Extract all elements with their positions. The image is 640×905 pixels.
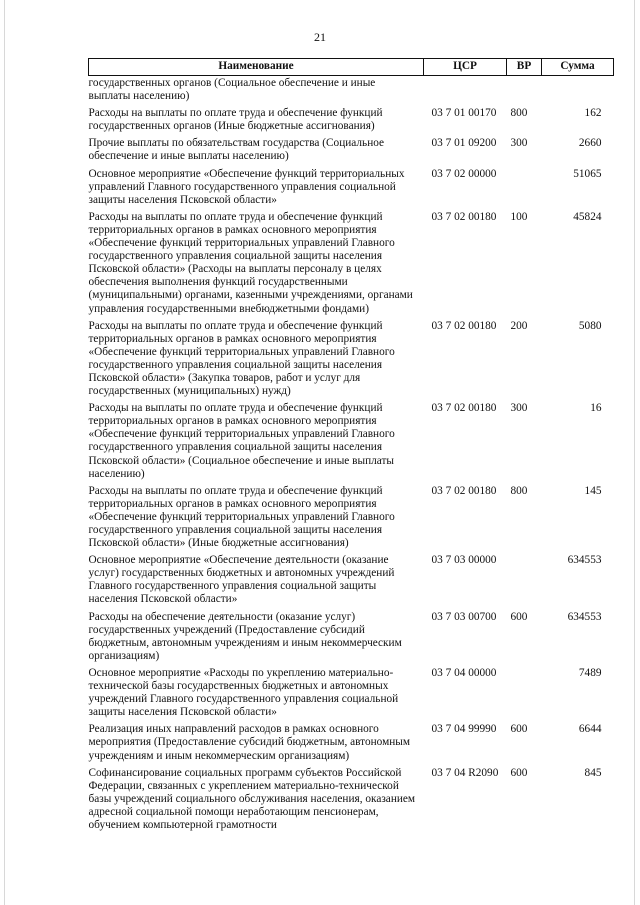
cell-csr: 03 7 01 00170 (431, 107, 497, 120)
table-row (89, 720, 614, 763)
table-row (89, 664, 614, 720)
table-header (89, 59, 614, 76)
budget-table-container (88, 58, 613, 833)
scan-edge-right (634, 0, 635, 905)
cell-csr: 03 7 03 00000 (431, 554, 497, 567)
cell-sum: 2660 (578, 137, 602, 150)
cell-csr: 03 7 02 00000 (431, 167, 497, 180)
table-row (89, 482, 614, 551)
cell-name: Прочие выплаты по обязательствам государства (Социальное обеспечение и иные выплаты населению) (88, 137, 385, 163)
cell-sum: 16 (590, 402, 602, 415)
cell-name: Расходы на выплаты по оплате труда и обеспечение функций территориальных органов в рамках основного мероприятия «Обеспечение функций территориальных управлений Главного государственного управления социальной защиты населения Псковской области» (Закупка товаров, работ и услуг для государственных (муниципальных) нужд) (88, 319, 395, 398)
header-name: Наименование (89, 59, 424, 76)
header-vr: ВР (507, 59, 542, 76)
cell-sum: 634553 (567, 610, 602, 623)
cell-name: Софинансирование социальных программ субъектов Российской Федерации, связанных с укреплением материально-технической базы учреждений социального обслуживания населения, оказанием адресной социальной помощи неработающим пенсионерам, обучением компьютерной грамотности (88, 766, 416, 831)
cell-vr: 800 (510, 484, 528, 497)
cell-vr: 300 (510, 402, 528, 415)
cell-vr: 600 (510, 766, 528, 779)
cell-csr: 03 7 01 09200 (431, 137, 497, 150)
cell-name: Расходы на выплаты по оплате труда и обеспечение функций территориальных органов в рамках основного мероприятия «Обеспечение функций территориальных управлений Главного государственного управления социальной защиты населения Псковской области» (Иные бюджетные ассигнования) (88, 484, 395, 550)
scan-edge-left (4, 0, 5, 905)
cell-sum (542, 76, 614, 105)
cell-name: Основное мероприятие «Обеспечение функций территориальных управлений Главного государственного управления социальной защиты населения Псковской области» (88, 167, 405, 206)
cell-vr (507, 551, 542, 607)
cell-sum: 145 (584, 484, 602, 497)
cell-vr: 800 (510, 107, 528, 120)
cell-name: Расходы на обеспечение деятельности (оказание услуг) государственных учреждений (Предоставление субсидий бюджетным, автономным учреждениям и иным некоммерческим организациям) (88, 610, 402, 662)
cell-sum: 51065 (573, 167, 602, 180)
cell-sum: 45824 (573, 210, 602, 223)
table-row (89, 764, 614, 833)
cell-name: государственных органов (Социальное обеспечение и иные выплаты населению) (88, 77, 376, 103)
table-row (89, 165, 614, 208)
cell-name: Расходы на выплаты по оплате труда и обеспечение функций территориальных органов в рамках основного мероприятия «Обеспечение функций территориальных управлений Главного государственного управления социальной защиты населения Псковской области» (Социальное обеспечение и иные выплаты населению) (88, 402, 395, 480)
cell-name: Реализация иных направлений расходов в рамках основного мероприятия (Предоставление субсидий бюджетным, автономным учреждениям и иным некоммерческим организациям) (88, 723, 411, 762)
table-row (89, 399, 614, 482)
cell-vr: 600 (510, 610, 528, 623)
cell-csr: 03 7 04 00000 (431, 666, 497, 679)
header-csr: ЦСР (424, 59, 507, 76)
cell-csr: 03 7 02 00180 (431, 319, 497, 332)
table-row (89, 317, 614, 400)
cell-csr: 03 7 04 R2090 (431, 766, 499, 779)
header-sum: Сумма (542, 59, 614, 76)
page-number: 21 (314, 30, 326, 44)
table-body (89, 76, 614, 834)
table-row (89, 608, 614, 664)
cell-vr (507, 165, 542, 208)
cell-sum: 162 (584, 107, 602, 120)
cell-name: Основное мероприятие «Обеспечение деятельности (оказание услуг) государственных бюджетных и автономных учреждений Главного государственного управления социальной защиты населения Псковской области» (88, 554, 395, 606)
cell-vr: 600 (510, 723, 528, 736)
cell-csr (424, 76, 507, 105)
cell-vr: 200 (510, 319, 528, 332)
cell-vr: 300 (510, 137, 528, 150)
cell-sum: 7489 (578, 666, 602, 679)
cell-name: Расходы на выплаты по оплате труда и обеспечение функций территориальных органов в рамках основного мероприятия «Обеспечение функций территориальных управлений Главного государственного управления социальной защиты населения Псковской области» (Расходы на выплаты персоналу в целях обеспечения выполнения функций государственными (муниципальными) органами, казенными учреждениями, органами управления государственными внебюджетными фондами) (88, 210, 413, 315)
table-row (89, 208, 614, 317)
cell-name: Основное мероприятие «Расходы по укреплению материально-технической базы государственных бюджетных и автономных учреждений Главного государственного управления социальной защиты населения Псковской области» (88, 666, 399, 719)
cell-csr: 03 7 03 00700 (431, 610, 497, 623)
cell-sum: 6644 (578, 723, 602, 736)
cell-sum: 634553 (567, 554, 602, 567)
cell-vr (507, 76, 542, 105)
cell-sum: 845 (584, 766, 602, 779)
cell-csr: 03 7 02 00180 (431, 484, 497, 497)
budget-table (88, 58, 614, 833)
table-row (89, 104, 614, 134)
cell-csr: 03 7 02 00180 (431, 402, 497, 415)
cell-csr: 03 7 02 00180 (431, 210, 497, 223)
table-row (89, 551, 614, 607)
table-row (89, 76, 614, 105)
cell-vr: 100 (510, 210, 528, 223)
table-row (89, 134, 614, 164)
cell-csr: 03 7 04 99990 (431, 723, 497, 736)
cell-name: Расходы на выплаты по оплате труда и обеспечение функций государственных органов (Иные бюджетные ассигнования) (88, 107, 383, 133)
cell-sum: 5080 (578, 319, 602, 332)
cell-vr (507, 664, 542, 720)
